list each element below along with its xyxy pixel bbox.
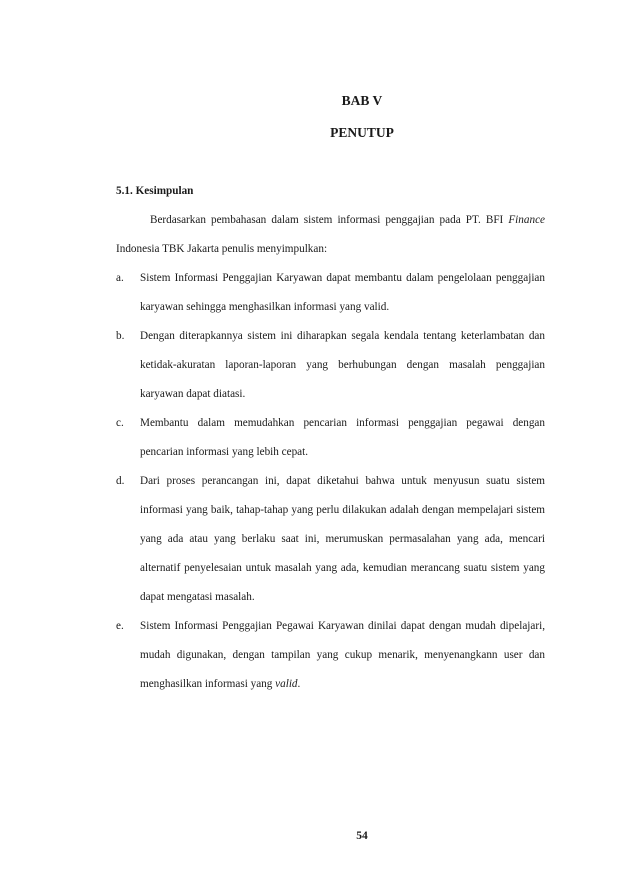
list-item [116, 322, 545, 409]
list-item [116, 467, 545, 612]
chapter-heading [52, 85, 620, 149]
list-item-text: Membantu dalam memudahkan pencarian informasi penggajian pegawai dengan pencarian informasi yang lebih cepat. [140, 417, 545, 458]
intro-paragraph [116, 206, 545, 264]
list-item-italic-term: valid [275, 678, 298, 690]
intro-text-part1: Berdasarkan pembahasan dalam sistem informasi penggajian pada PT. BFI [150, 214, 504, 226]
list-item [116, 409, 545, 467]
list-item-text: Sistem Informasi Penggajian Pegawai Karyawan dinilai dapat dengan mudah dipelajari, mudah digunakan, dengan tampilan yang cukup menarik, menyenangkann user dan menghasilkan informasi yang [140, 620, 545, 690]
list-marker: b. [116, 330, 125, 342]
list-item [116, 264, 545, 322]
page-number: 54 [356, 830, 368, 842]
list-marker: e. [116, 620, 124, 632]
list-item [116, 612, 545, 699]
list-marker: a. [116, 272, 124, 284]
list-item-text: Sistem Informasi Penggajian Karyawan dapat membantu dalam pengelolaan penggajian karyawan sehingga menghasilkan informasi yang valid. [140, 272, 545, 313]
list-marker: c. [116, 417, 124, 429]
chapter-content [116, 177, 545, 699]
list-item-text: Dari proses perancangan ini, dapat diketahui bahwa untuk menyusun suatu sistem informasi yang baik, tahap-tahap yang perlu dilakukan adalah dengan mempelajari sistem yang ada atau yang berlaku saat ini, merumuskan permasalahan yang ada, mencari alternatif penyelesaian untuk masalah yang ada, kemudian merancang suatu sistem yang dapat mengatasi masalah. [140, 475, 545, 603]
intro-text-part2: Indonesia TBK Jakarta penulis menyimpulkan: [116, 243, 328, 255]
chapter-title: PENUTUP [330, 125, 394, 140]
list-item-terminal: . [297, 678, 301, 690]
list-marker: d. [116, 475, 125, 487]
intro-italic-term: Finance [508, 214, 545, 226]
list-item-text: Dengan diterapkannya sistem ini diharapkan segala kendala tentang keterlambatan dan ketidak-akuratan laporan-laporan yang berhubungan dengan masalah penggajian karyawan dapat diatasi. [140, 330, 545, 400]
section-heading: 5.1. Kesimpulan [116, 185, 194, 197]
conclusion-list [116, 264, 545, 699]
chapter-number: BAB V [341, 93, 383, 108]
